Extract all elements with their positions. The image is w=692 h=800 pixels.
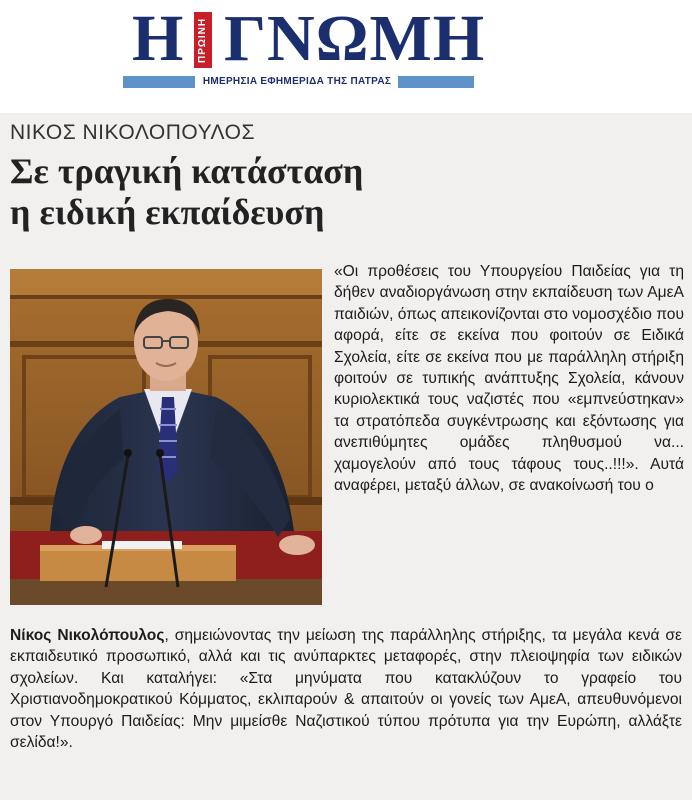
bold-person-name: Νίκος Νικολόπουλος [10,627,165,644]
article [0,113,692,800]
logo-bar-left [123,76,195,88]
article-body-continuation: , σημειώνοντας την μείωση της παράλληλης στήριξης, τα μεγάλα κενά σε εκπαιδευτικό προσωπικό, αλλά και τις ανύπαρκτες μεταφορές, στην πλειοψηφία των ειδικών σχολείων. Και καταλήγει: «Στα μηνύματα που κατακλύζουν το γραφείο του Χριστιανοδημοκρατικού Κόμματος, εκλιπαρούν & απαιτούν οι γονείς των ΑμεΑ, απευθυνόμενοι στον Υπουργό Παιδείας: Μην μιμείσθε Ναζιστικού τύπου πρότυπα για την Ευρώπη, αλλάξτε σελίδα!». [10,627,682,752]
article-body-full-width [10,625,682,753]
headline [10,151,490,233]
masthead [0,0,692,113]
speaker-at-podium-photo [10,269,322,605]
author-name: ΝΙΚΟΣ ΝΙΚΟΛΟΠΟΥΛΟΣ [10,121,255,144]
headline-line-2: η ειδική εκπαίδευση [10,192,325,232]
headline-line-1: Σε τραγική κατάσταση [10,151,364,191]
article-body-right-column: «Οι προθέσεις του Υπουργείου Παιδείας για τη δήθεν αναδιοργάνωση στην εκπαίδευση των ΑμεΑ παιδιών, όπως απεικονίζονται στο νομοσχέδιο που αφορά, είτε σε εκείνα που φοιτούν σε Ειδικά Σχολεία, είτε σε εκείνα που με παράλληλη στήριξη φοιτούν σε τυπικής ανάπτυξης Σχολεία, κάνουν κυριολεκτικά τους ναζιστές που «εμπνεύστηκαν» τα στρατόπεδα συγκέντρωσης και εξόντωσης για ανεπιθύμητες ομάδες πληθυσμού να... χαμογελούν από τους τάφους τους..!!!». Αυτά αναφέρει, μεταξύ άλλων, σε ανακοίνωσή του ο [334,263,684,495]
logo-bar-right [398,76,474,88]
logo-eta: Η [132,2,185,75]
article-photo [10,269,322,605]
logo-proini-badge: ΠΡΩΙΝΗ [194,12,212,68]
masthead-subtitle: ΗΜΕΡΗΣΙΑ ΕΦΗΜΕΡΙΔΑ ΤΗΣ ΠΑΤΡΑΣ [202,76,392,87]
logo-gnomi: ΓΝΩΜΗ [224,2,486,75]
